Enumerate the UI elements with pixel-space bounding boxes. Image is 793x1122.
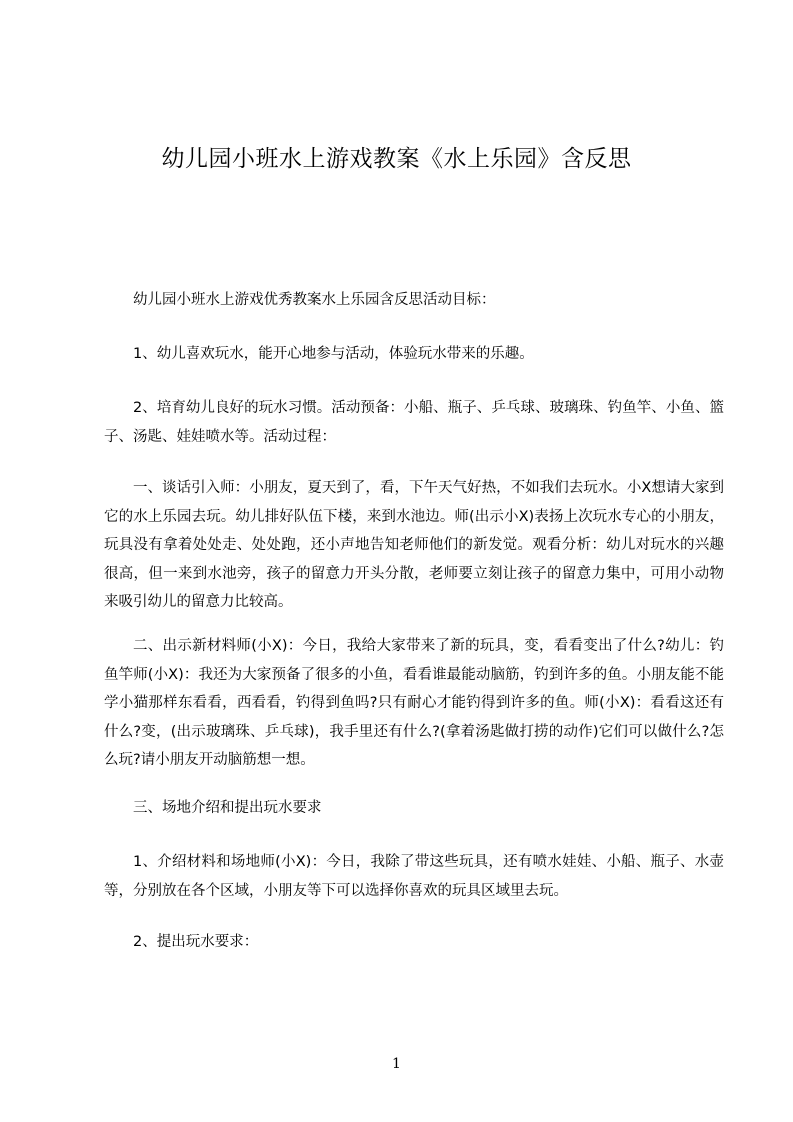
paragraph-step-2: 二、出示新材料师(小X)：今日，我给大家带来了新的玩具，变，看看变出了什么?幼儿：钓鱼竿师(小X)：我还为大家预备了很多的小鱼，看看谁最能动脑筋，钓到许多的鱼。小朋友能不能学小猫那样东看看，西看看，钓得到鱼吗?只有耐心才能钓得到许多的鱼。师(小X)：看看这还有什么?变，(出示玻璃珠、乒乓球)，我手里还有什么?(拿着汤匙做打捞的动作)它们可以做什么?怎么玩?请小朋友开动脑筋想一想。 xyxy=(104,638,724,768)
paragraph-objectives-heading: 幼儿园小班水上游戏优秀教案水上乐园含反思活动目标： xyxy=(133,292,496,308)
paragraph-step-1: 一、谈话引入师：小朋友，夏天到了，看，下午天气好热，不如我们去玩水。小X想请大家到它的水上乐园去玩。幼儿排好队伍下楼，来到水池边。师(出示小X)表扬上次玩水专心的小朋友，玩具没有拿着处处走、处处跑，还小声地告知老师他们的新发觉。观看分析：幼儿对玩水的兴趣很高，但一来到水池旁，孩子的留意力开头分散，老师要立刻让孩子的留意力集中，可用小动物来吸引幼儿的留意力比较高。 xyxy=(104,480,724,610)
paragraph-step-3-heading: 三、场地介绍和提出玩水要求 xyxy=(133,800,322,816)
paragraph-step-3-2: 2、提出玩水要求： xyxy=(133,934,259,950)
paragraph-objective-1: 1、幼儿喜欢玩水，能开心地参与活动，体验玩水带来的乐趣。 xyxy=(133,346,534,362)
paragraph-step-3-1: 1、介绍材料和场地师(小X)：今日，我除了带这些玩具，还有喷水娃娃、小船、瓶子、水壶等，分别放在各个区域，小朋友等下可以选择你喜欢的玩具区域里去玩。 xyxy=(104,854,724,899)
page-number: 1 xyxy=(392,1056,401,1072)
document-title: 幼儿园小班水上游戏教案《水上乐园》含反思 xyxy=(161,146,632,172)
paragraph-objective-2: 2、培育幼儿良好的玩水习惯。活动预备：小船、瓶子、乒乓球、玻璃珠、钓鱼竿、小鱼、篮子、汤匙、娃娃喷水等。活动过程： xyxy=(104,400,724,445)
